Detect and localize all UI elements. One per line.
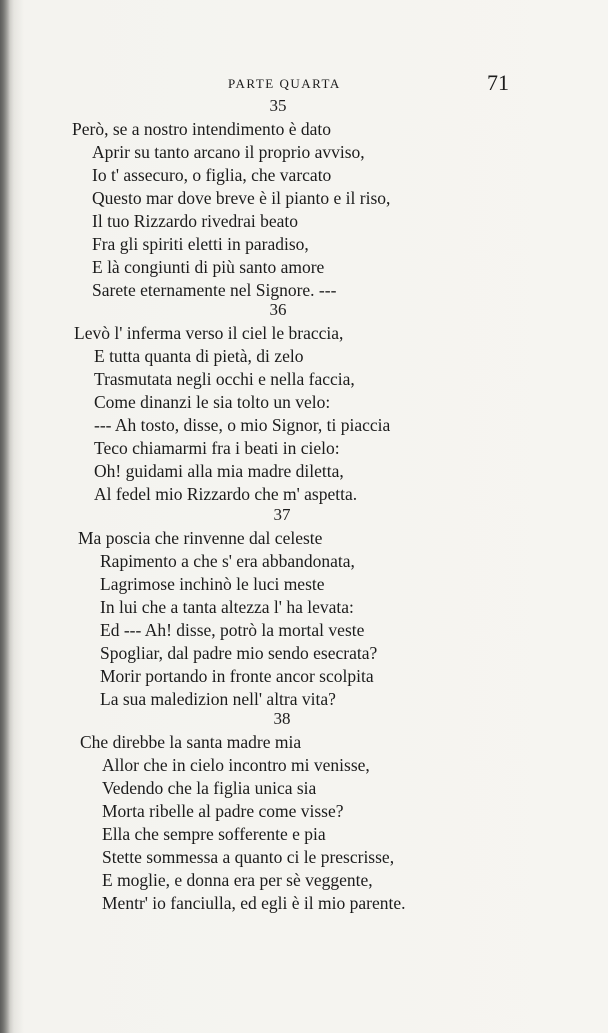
stanza-number-37: 37: [273, 505, 291, 524]
verse-line: Ed --- Ah! disse, potrò la mortal veste: [100, 620, 365, 640]
verse-line: Rapimento a che s' era abbandonata,: [100, 551, 355, 571]
verse-line: Ma poscia che rinvenne dal celeste: [78, 528, 323, 548]
verse-line: Trasmutata negli occhi e nella faccia,: [94, 369, 355, 389]
verse-line: Morta ribelle al padre come visse?: [102, 801, 344, 821]
verse-line: Allor che in cielo incontro mi venisse,: [102, 755, 370, 775]
verse-line: Oh! guidami alla mia madre diletta,: [94, 461, 344, 481]
verse-line: Che direbbe la santa madre mia: [80, 732, 302, 752]
running-head: [0, 70, 608, 96]
verse-line: In lui che a tanta altezza l' ha levata:: [100, 597, 354, 617]
verse-line: E là congiunti di più santo amore: [92, 257, 325, 277]
verse-line: La sua maledizion nell' altra vita?: [100, 689, 336, 709]
verse-line: Aprir su tanto arcano il proprio avviso,: [92, 142, 365, 162]
verse-line: Al fedel mio Rizzardo che m' aspetta.: [94, 484, 358, 504]
verse-line: Fra gli spiriti eletti in paradiso,: [92, 234, 309, 254]
verse-line: Ella che sempre sofferente e pia: [102, 824, 326, 844]
verse-line: Stette sommessa a quanto ci le prescrisse,: [102, 847, 395, 867]
verse-line: Levò l' inferma verso il ciel le braccia,: [74, 323, 344, 343]
verse-line: Teco chiamarmi fra i beati in cielo:: [94, 438, 340, 458]
verse-line: Lagrimose inchinò le luci meste: [100, 574, 325, 594]
verse-line: Il tuo Rizzardo rivedrai beato: [92, 211, 299, 231]
verse-line: Come dinanzi le sia tolto un velo:: [94, 392, 331, 412]
verse-line: Questo mar dove breve è il pianto e il riso,: [92, 188, 391, 208]
verse-line: Spogliar, dal padre mio sendo esecrata?: [100, 643, 378, 663]
verse-line: Sarete eternamente nel Signore. ---: [92, 280, 337, 300]
page-number: 71: [487, 70, 509, 95]
verse-line: Io t' assecuro, o figlia, che varcato: [92, 165, 332, 185]
verse-line: Vedendo che la figlia unica sia: [102, 778, 317, 798]
running-title: PARTE QUARTA: [228, 76, 341, 91]
verse-line: E moglie, e donna era per sè veggente,: [102, 870, 373, 890]
verse-line: Morir portando in fronte ancor scolpita: [100, 666, 374, 686]
verse-line: E tutta quanta di pietà, di zelo: [94, 346, 304, 366]
stanza-number-36: 36: [269, 300, 287, 319]
stanza-number-35: 35: [269, 96, 287, 115]
spine-shadow: [0, 0, 10, 1033]
verse-line: --- Ah tosto, disse, o mio Signor, ti piaccia: [94, 415, 391, 435]
verse-line: Mentr' io fanciulla, ed egli è il mio parente.: [102, 893, 406, 913]
verse-line: Però, se a nostro intendimento è dato: [72, 119, 332, 139]
stanza-number-38: 38: [273, 709, 291, 728]
